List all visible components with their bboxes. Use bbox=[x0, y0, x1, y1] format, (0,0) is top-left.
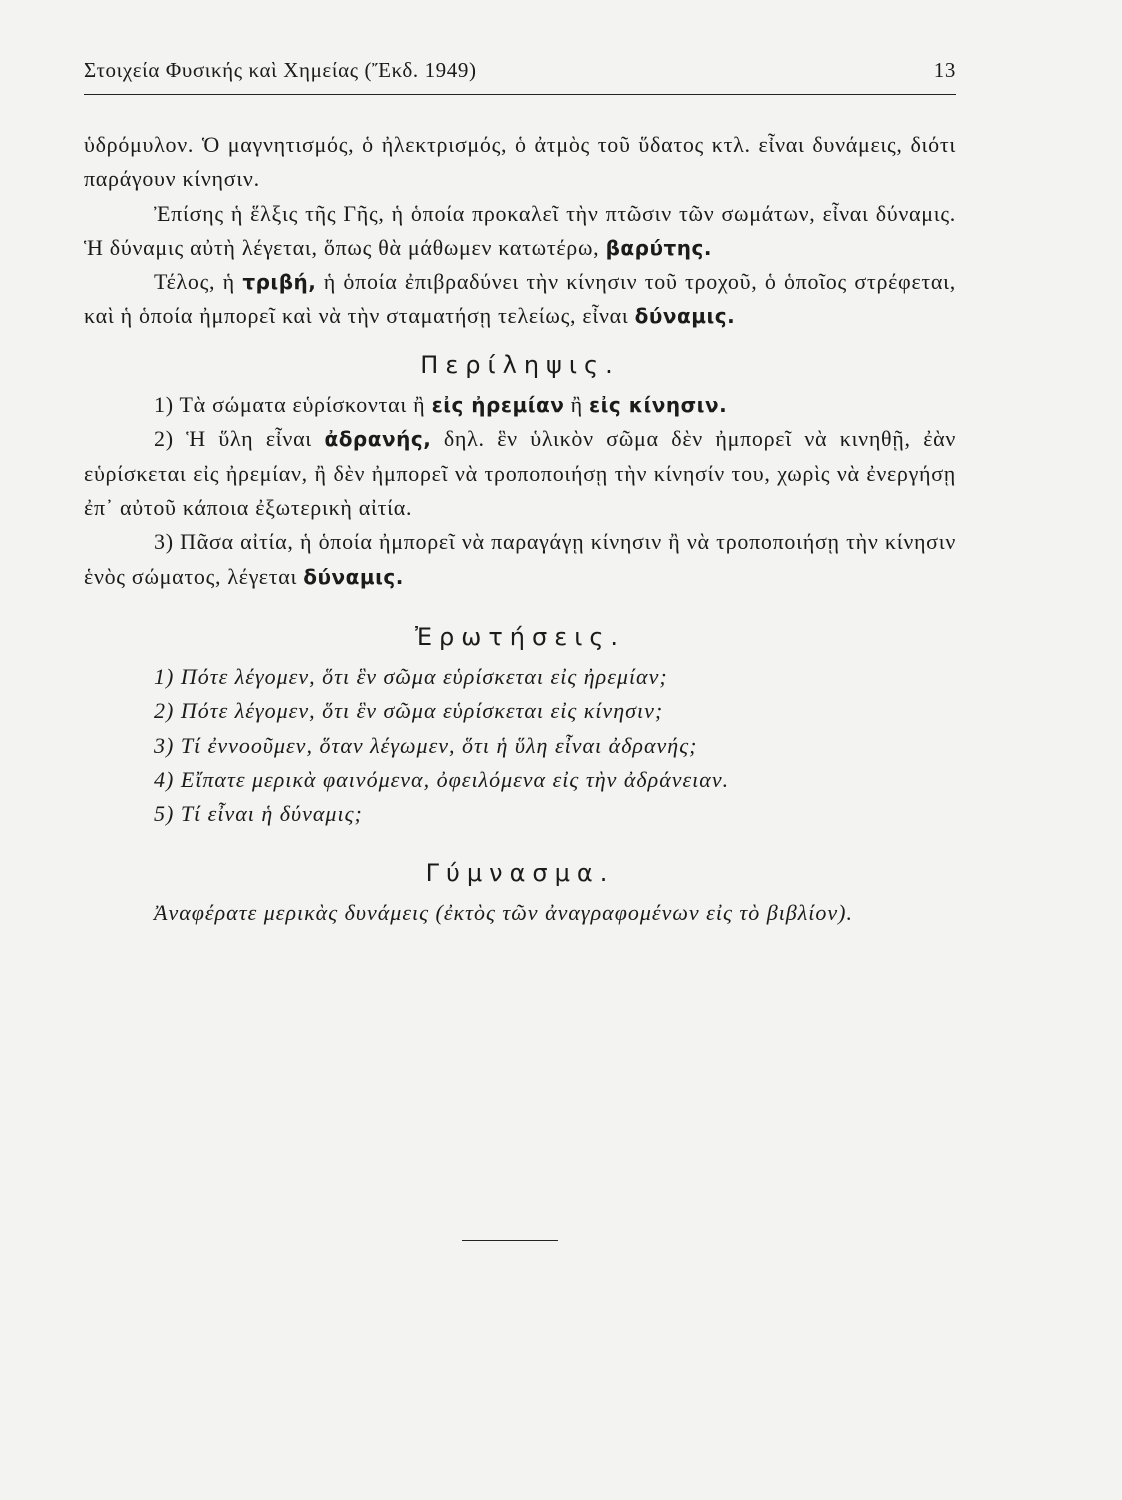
summary-item-1: 1) Τὰ σώματα εὑρίσκονται ἢ εἰς ἠρεμίαν ἢ εἰς κίνησιν. bbox=[154, 392, 728, 418]
question-item: 5) Τί εἶναι ἡ δύναμις; bbox=[154, 801, 363, 827]
summary-item-3: 3) Πᾶσα αἰτία, ἡ ὁποία ἠμπορεῖ νὰ παραγάγῃ κίνησιν ἢ νὰ τροποποιήσῃ τὴν κίνησιν ἑνὸς σώματος, λέγεται δύναμις. bbox=[84, 529, 956, 589]
question-item: 1) Πότε λέγομεν, ὅτι ἓν σῶμα εὑρίσκεται εἰς ἠρεμίαν; bbox=[154, 664, 668, 690]
header-rule bbox=[84, 94, 956, 95]
page-body bbox=[84, 128, 956, 930]
questions-heading: Ἐρωτήσεις. bbox=[414, 622, 626, 651]
intro-paragraph-3: Τέλος, ἡ τριβή, ἡ ὁποία ἐπιβραδύνει τὴν κίνησιν τοῦ τροχοῦ, ὁ ὁποῖος στρέφεται, καὶ ἡ ὁποία ἠμπορεῖ καὶ νὰ τὴν σταματήσῃ τελείως, εἶναι δύναμις. bbox=[84, 269, 956, 329]
running-header bbox=[84, 58, 956, 83]
intro-paragraph-1: ὑδρόμυλον. Ὁ μαγνητισμός, ὁ ἠλεκτρισμός, ὁ ἀτμὸς τοῦ ὕδατος κτλ. εἶναι δυνάμεις, διότι παράγουν κίνησιν. bbox=[84, 132, 956, 192]
question-item: 4) Εἴπατε μερικὰ φαινόμενα, ὀφειλόμενα εἰς τὴν ἀδράνειαν. bbox=[154, 767, 730, 793]
summary-heading: Περίληψις. bbox=[420, 350, 620, 379]
header-title: Στοιχεία Φυσικής καὶ Χημείας (Ἔκδ. 1949) bbox=[84, 58, 477, 82]
exercise-text: Ἀναφέρατε μερικὰς δυνάμεις (ἐκτὸς τῶν ἀναγραφομένων εἰς τὸ βιβλίον). bbox=[154, 899, 853, 925]
question-item: 2) Πότε λέγομεν, ὅτι ἓν σῶμα εὑρίσκεται εἰς κίνησιν; bbox=[154, 698, 664, 724]
end-rule bbox=[462, 1240, 558, 1241]
question-item: 3) Τί ἐννοοῦμεν, ὅταν λέγωμεν, ὅτι ἡ ὕλη εἶναι ἀδρανής; bbox=[154, 732, 698, 758]
term-force: δύναμις. bbox=[634, 304, 736, 329]
term-gravity: βαρύτης. bbox=[605, 235, 712, 260]
exercise-heading: Γύμνασμα. bbox=[425, 858, 615, 887]
intro-paragraph-2: Ἐπίσης ἡ ἕλξις τῆς Γῆς, ἡ ὁποία προκαλεῖ τὴν πτῶσιν τῶν σωμάτων, εἶναι δύναμις. Ἡ δύναμις αὐτὴ λέγεται, ὅπως θὰ μάθωμεν κατωτέρω, βαρύτης. bbox=[84, 200, 956, 260]
page-number: 13 bbox=[933, 58, 956, 82]
summary-item-2: 2) Ἡ ὕλη εἶναι ἀδρανής, δηλ. ἓν ὑλικὸν σῶμα δὲν ἠμπορεῖ νὰ κινηθῇ, ἐὰν εὑρίσκεται εἰς ἠρεμίαν, ἢ δὲν ἠμπορεῖ νὰ τροποποιήσῃ τὴν κίνησίν του, χωρὶς νὰ ἐνεργήσῃ ἐπ᾽ αὐτοῦ κάποια ἐξωτερικὴ αἰτία. bbox=[84, 426, 957, 520]
term-friction: τριβή, bbox=[242, 270, 317, 295]
